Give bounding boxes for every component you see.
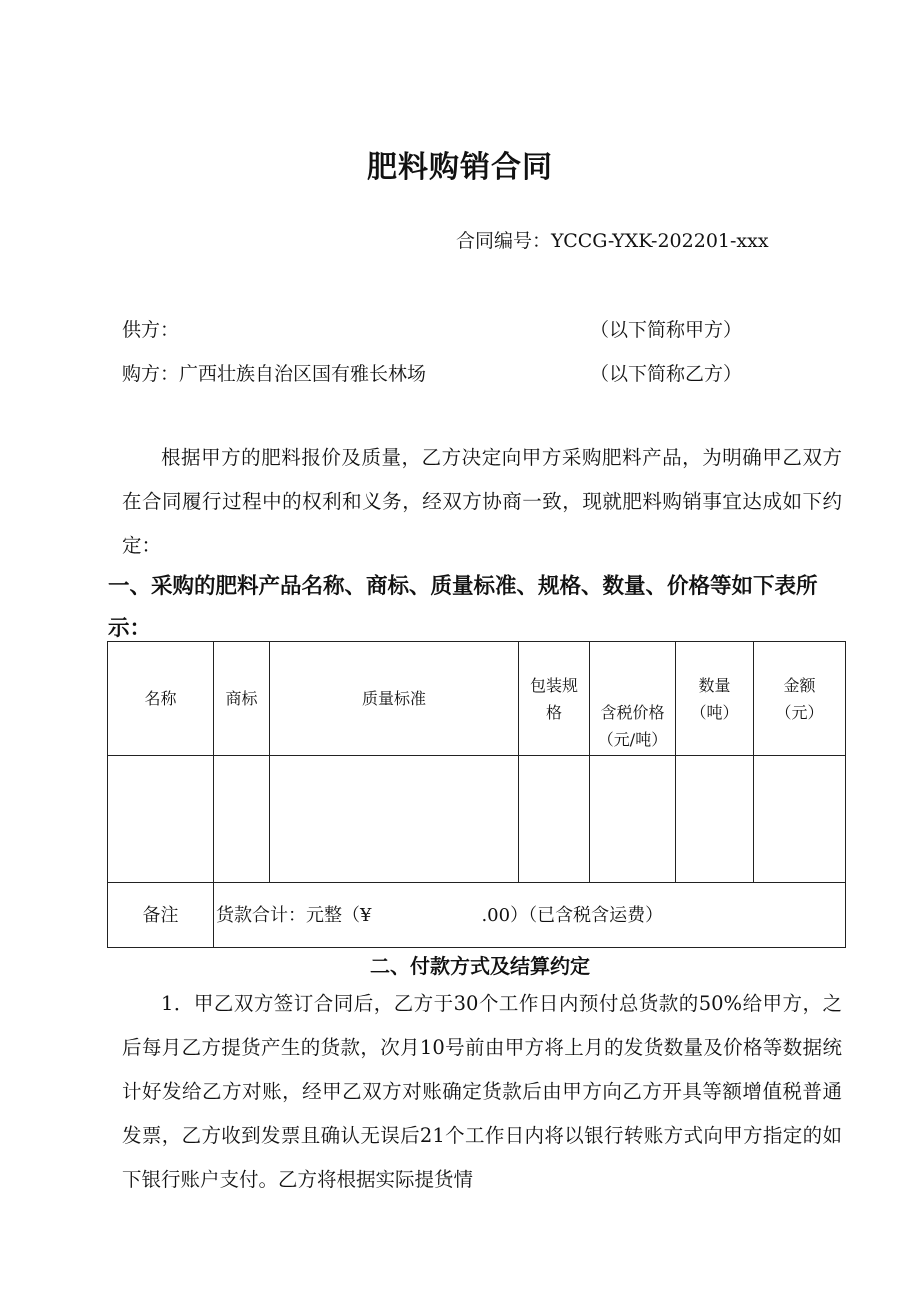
- header-price: [590, 642, 676, 756]
- table-header-row: [108, 642, 846, 756]
- header-amount-line1: 金额: [783, 675, 816, 695]
- cell-brand[interactable]: [214, 756, 270, 883]
- buyer-note: （以下简称乙方）: [590, 363, 743, 385]
- buyer-name: 广西壮族自治区国有雅长林场: [179, 363, 427, 385]
- cell-quality[interactable]: [270, 756, 519, 883]
- header-quality: [270, 642, 519, 756]
- payment-paragraph-1: 1．甲乙双方签订合同后，乙方于30个工作日内预付总货款的50%给甲方，之后每月乙方提货产生的货款，次月10号前由甲方将上月的发货数量及价格等数据统计好发给乙方对账，经甲乙双方对账确定货款后由甲方向乙方开具等额增值税普通发票，乙方收到发票且确认无误后21个工作日内将以银行转账方式向甲方指定的如下银行账户支付。乙方将根据实际提货情: [122, 992, 842, 1191]
- header-packaging-line1: 包装规: [529, 675, 578, 695]
- header-amount-line2: （元）: [775, 702, 824, 722]
- total-label: 货款合计：元整（¥: [216, 904, 372, 926]
- table-row: [108, 756, 846, 883]
- cell-price[interactable]: [590, 756, 676, 883]
- remark-row: [108, 883, 846, 948]
- remark-label-text: 备注: [142, 904, 179, 926]
- buyer-line: [122, 359, 426, 386]
- cell-packaging[interactable]: [519, 756, 590, 883]
- header-quantity: [676, 642, 754, 756]
- header-brand-text: 商标: [225, 689, 258, 708]
- page-title: 肥料购销合同: [367, 150, 553, 185]
- header-packaging: [519, 642, 590, 756]
- supplier-label: 供方：: [122, 319, 180, 341]
- intro-paragraph: 根据甲方的肥料报价及质量，乙方决定向甲方采购肥料产品，为明确甲乙双方在合同履行过程中的权利和义务，经双方协商一致，现就肥料购销事宜达成如下约定：: [122, 446, 842, 557]
- contract-number: [456, 226, 769, 253]
- header-name: [108, 642, 214, 756]
- cell-amount[interactable]: [754, 756, 846, 883]
- cell-quantity[interactable]: [676, 756, 754, 883]
- total-suffix: .00）（已含税含运费）: [481, 904, 664, 926]
- buyer-label: 购方：: [122, 363, 180, 385]
- section-1-heading: 一、采购的肥料产品名称、商标、质量标准、规格、数量、价格等如下表所示：: [108, 574, 818, 641]
- header-quality-text: 质量标准: [361, 689, 426, 708]
- header-brand: [214, 642, 270, 756]
- cell-name[interactable]: [108, 756, 214, 883]
- header-amount: [754, 642, 846, 756]
- remark-label: [108, 883, 214, 948]
- header-price-line1: 含税价格: [600, 703, 665, 722]
- section-2-heading: 二、付款方式及结算约定: [370, 954, 590, 978]
- contract-number-value: YCCG-YXK-202201-xxx: [551, 230, 769, 252]
- header-quantity-line1: 数量: [698, 675, 731, 695]
- header-price-line2: （元/吨）: [597, 730, 668, 749]
- header-quantity-line2: （吨）: [690, 702, 739, 722]
- total-amount-cell: [214, 883, 846, 948]
- product-table: [107, 641, 846, 948]
- supplier-note: （以下简称甲方）: [590, 319, 743, 341]
- contract-number-label: 合同编号：: [456, 230, 552, 252]
- header-packaging-line2: 格: [545, 702, 562, 722]
- header-name-text: 名称: [144, 689, 177, 708]
